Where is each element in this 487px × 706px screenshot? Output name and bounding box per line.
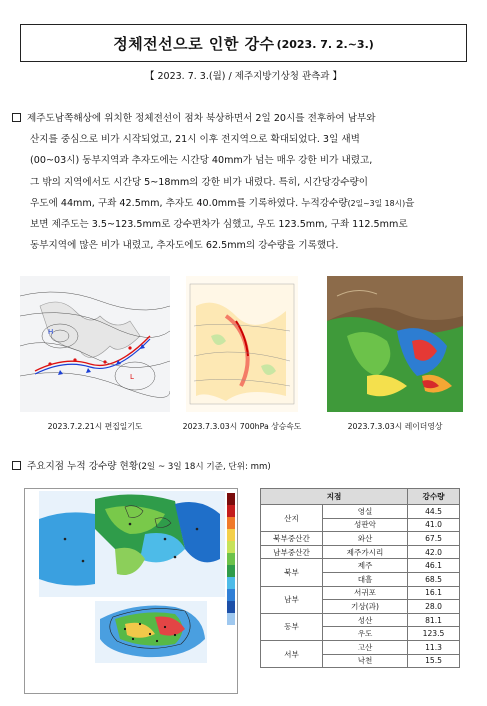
bullet-square-icon <box>12 461 21 470</box>
station-cell: 와산 <box>323 532 408 546</box>
vertical-velocity-image <box>186 276 298 412</box>
region-cell: 남부 <box>261 586 323 613</box>
summary-paragraph <box>12 108 482 256</box>
section-heading-accumulated-rain: 주요지점 누적 강수량 현황(2일 ~ 3일 18시 기준, 단위: mm) <box>12 458 271 472</box>
rain-cell: 68.5 <box>408 572 460 586</box>
station-cell: 영실 <box>323 505 408 519</box>
station-cell: 제주 <box>323 559 408 573</box>
region-cell: 동부 <box>261 613 323 640</box>
rain-cell: 44.5 <box>408 505 460 519</box>
table-row <box>261 559 460 573</box>
table-row <box>261 640 460 654</box>
station-cell: 우도 <box>323 627 408 641</box>
station-cell: 낙천 <box>323 654 408 668</box>
bullet-square-icon <box>12 113 21 122</box>
rain-cell: 123.5 <box>408 627 460 641</box>
paragraph-line-2: 산지를 중심으로 비가 시작되었고, 21시 이후 전지역으로 확대되었다. 3일 새벽 <box>30 134 360 146</box>
rain-cell: 46.1 <box>408 559 460 573</box>
accumulated-rain-table <box>260 488 460 668</box>
radar-image <box>327 276 463 412</box>
rain-cell: 41.0 <box>408 518 460 532</box>
paragraph-line-1: 제주도남쪽해상에 위치한 정체전선이 점차 북상하면서 2일 20시를 전후하여 남부와 <box>12 108 482 129</box>
paragraph-line-7: 동부지역에 많은 비가 내렸고, 추자도에도 62.5mm의 강수량을 기록했다. <box>30 240 339 252</box>
rain-cell: 28.0 <box>408 600 460 614</box>
region-cell: 산지 <box>261 505 323 532</box>
rain-cell: 15.5 <box>408 654 460 668</box>
region-cell: 서부 <box>261 640 323 667</box>
report-title: 정체전선으로 인한 강수 <box>113 34 275 53</box>
rain-cell: 42.0 <box>408 545 460 559</box>
figure-caption-3: 2023.7.3.03시 레이더영상 <box>347 422 443 431</box>
rain-cell: 81.1 <box>408 613 460 627</box>
figure-caption-1: 2023.7.2.21시 편집일기도 <box>47 422 143 431</box>
rainfall-distribution-map <box>24 488 238 694</box>
table-row <box>261 613 460 627</box>
region-cell: 북부중산간 <box>261 532 323 546</box>
svg-text:H: H <box>48 328 54 336</box>
col-header-rain: 강수량 <box>408 489 460 505</box>
rain-cell: 16.1 <box>408 586 460 600</box>
station-cell: 제주가시리 <box>323 545 408 559</box>
table-row <box>261 545 460 559</box>
station-cell: 성산 <box>323 613 408 627</box>
report-subtitle: 【 2023. 7. 3.(월) / 제주지방기상청 관측과 】 <box>144 71 343 82</box>
table-row <box>261 532 460 546</box>
region-cell: 남부중산간 <box>261 545 323 559</box>
table-header-row <box>261 489 460 505</box>
rain-cell: 67.5 <box>408 532 460 546</box>
station-cell: 고산 <box>323 640 408 654</box>
figure-caption-2: 2023.7.3.03시 700hPa 상승속도 <box>182 422 302 431</box>
station-cell: 기상(과) <box>323 600 408 614</box>
paragraph-line-5: 우도에 44mm, 구좌 42.5mm, 추자도 40.0mm를 기록하였다. 누적강수량(2일~3일 18시)을 <box>30 197 415 209</box>
station-cell: 대흘 <box>323 572 408 586</box>
weather-chart-image <box>20 276 170 412</box>
station-cell: 성판악 <box>323 518 408 532</box>
paragraph-line-6: 보면 제주도는 3.5~123.5mm로 강수편차가 심했고, 우도 123.5mm, 구좌 112.5mm로 <box>30 219 408 231</box>
svg-text:L: L <box>130 373 134 381</box>
table-row <box>261 505 460 519</box>
report-title-date: (2023. 7. 2.~3.) <box>276 38 374 51</box>
title-box <box>20 24 467 62</box>
station-cell: 서귀포 <box>323 586 408 600</box>
col-header-station: 지점 <box>261 489 408 505</box>
paragraph-line-3: (00~03시) 동부지역과 추자도에는 시간당 40mm가 넘는 매우 강한 비가 내렸고, <box>30 155 373 167</box>
paragraph-line-4: 그 밖의 지역에서도 시간당 5~18mm의 강한 비가 내렸다. 특히, 시간당강수량이 <box>30 176 369 188</box>
table-row <box>261 586 460 600</box>
region-cell: 북부 <box>261 559 323 586</box>
paragraph-small-note: (2일~3일 18시) <box>347 198 406 208</box>
rain-cell: 11.3 <box>408 640 460 654</box>
